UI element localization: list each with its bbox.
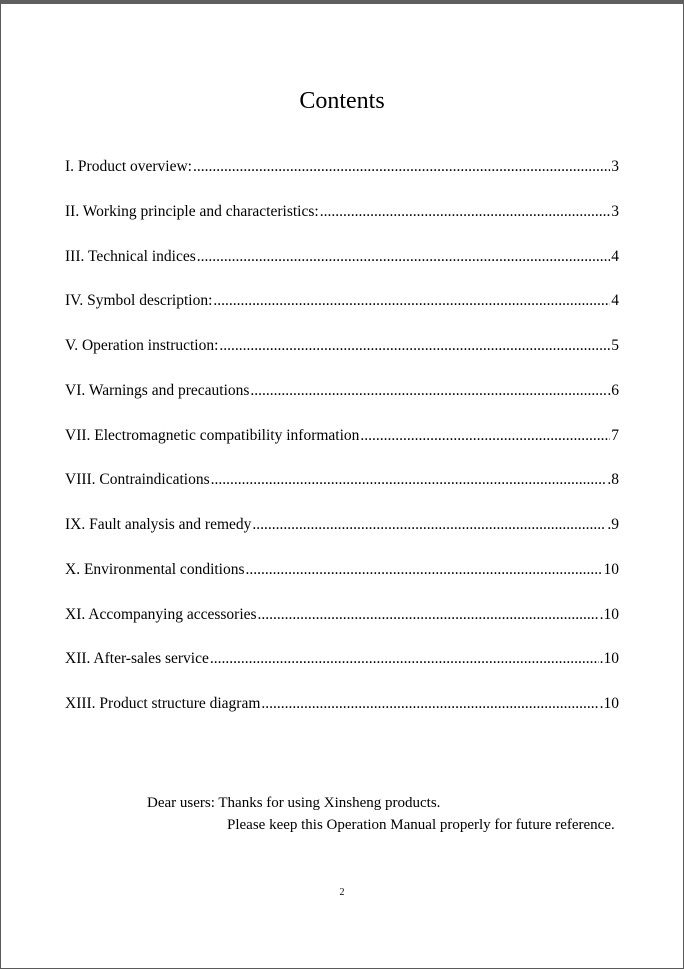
toc-entry[interactable] (65, 647, 619, 692)
toc-entry-page: 10 (603, 560, 619, 578)
toc-entry-label: V. Operation instruction: (65, 337, 219, 354)
dot-leader (211, 468, 607, 492)
dot-leader (252, 513, 606, 537)
toc-entry[interactable] (65, 513, 619, 558)
toc-entry[interactable] (65, 558, 619, 603)
toc-entry-page: .10 (599, 695, 619, 712)
toc-entry[interactable] (65, 334, 619, 379)
toc-entry-page: 3 (611, 202, 619, 220)
toc-entry-page: .9 (607, 516, 619, 533)
toc-entry[interactable] (65, 468, 619, 513)
toc-entry-page: .6 (607, 381, 619, 399)
toc-entry[interactable] (65, 155, 619, 200)
dot-leader (219, 334, 610, 358)
dot-leader (210, 647, 599, 671)
toc-entry-label: XI. Accompanying accessories (65, 605, 257, 623)
toc-entry-page: 5 (611, 337, 619, 354)
toc-entry[interactable] (65, 245, 619, 290)
dot-leader (193, 155, 610, 179)
toc-entry-label: XII. After-sales service (65, 650, 209, 668)
dot-leader (250, 379, 606, 403)
page-title: Contents (299, 88, 385, 114)
toc-entry[interactable] (65, 424, 619, 469)
dot-leader (246, 558, 603, 582)
toc-entry-label: VIII. Contraindications (65, 471, 210, 489)
dot-leader (197, 245, 610, 269)
toc-entry[interactable] (65, 692, 619, 737)
toc-entry[interactable] (65, 289, 619, 334)
table-of-contents (65, 155, 619, 737)
dot-leader (320, 200, 611, 224)
toc-entry-label: III. Technical indices (65, 247, 196, 265)
toc-entry-page: .10 (599, 605, 619, 623)
toc-entry-page: 3 (611, 158, 619, 175)
dot-leader (360, 424, 610, 448)
toc-entry-label: X. Environmental conditions (65, 560, 245, 578)
toc-entry-page: .10 (599, 650, 619, 668)
toc-entry[interactable] (65, 379, 619, 424)
toc-entry-page: 4 (611, 292, 619, 310)
toc-entry-label: IX. Fault analysis and remedy (65, 516, 252, 533)
dot-leader (261, 692, 598, 716)
toc-entry-label: I. Product overview: (65, 158, 192, 175)
toc-entry-label: VI. Warnings and precautions (65, 381, 250, 399)
toc-entry-label: XIII. Product structure diagram (65, 695, 261, 712)
toc-entry-label: IV. Symbol description: (65, 292, 213, 310)
toc-entry-page: 4 (611, 247, 619, 265)
dot-leader (258, 603, 599, 627)
toc-entry[interactable] (65, 603, 619, 648)
note-greeting: Dear users: Thanks for using Xinsheng products. (147, 795, 441, 811)
dot-leader (213, 289, 610, 313)
note-keep-manual: Please keep this Operation Manual properly for future reference. (227, 817, 615, 833)
page-number: 2 (339, 887, 345, 898)
toc-entry-label: II. Working principle and characteristics: (65, 202, 319, 220)
toc-entry-page: 7 (611, 426, 619, 444)
toc-entry-page: .8 (607, 471, 619, 489)
toc-entry[interactable] (65, 200, 619, 245)
toc-entry-label: VII. Electromagnetic compatibility information (65, 426, 360, 444)
